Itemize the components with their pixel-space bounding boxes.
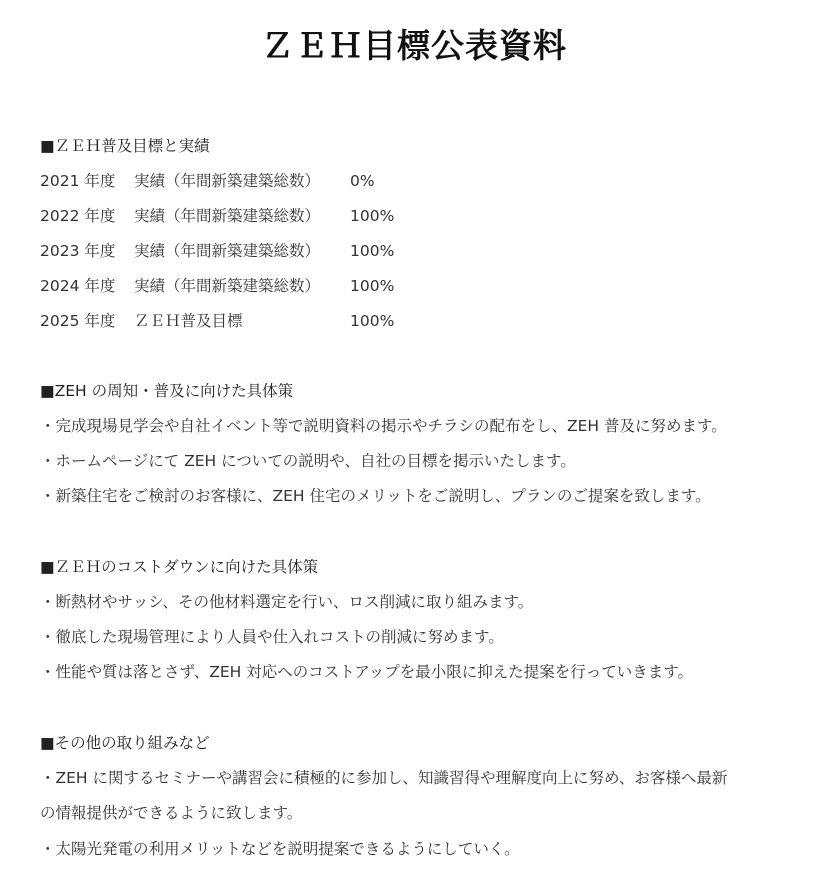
list-item: ・ZEH に関するセミナーや講習会に積極的に参加し、知識習得や理解度向上に努め、お客様へ最新 xyxy=(40,769,728,787)
row-year: 2021 年度 xyxy=(40,172,116,190)
section-heading-promotion: ■ZEH の周知・普及に向けた具体策 xyxy=(40,382,294,400)
list-item-continuation: の情報提供ができるように致します。 xyxy=(40,804,303,822)
row-label: 実績（年間新築建築総数） xyxy=(134,207,321,225)
list-item: ・新築住宅をご検討のお客様に、ZEH 住宅のメリットをご説明し、プランのご提案を致します。 xyxy=(40,487,711,505)
row-value: 0% xyxy=(350,172,375,190)
list-item: ・徹底した現場管理により人員や仕入れコストの削減に努めます。 xyxy=(40,628,504,646)
row-value: 100% xyxy=(350,207,395,225)
row-label: ＺＥＨ普及目標 xyxy=(134,312,243,330)
section-heading-other: ■その他の取り組みなど xyxy=(40,734,210,752)
list-item: ・完成現場見学会や自社イベント等で説明資料の掲示やチラシの配布をし、ZEH 普及に努めます。 xyxy=(40,417,727,435)
section-heading-cost-down: ■ＺＥＨのコストダウンに向けた具体策 xyxy=(40,558,319,576)
row-label: 実績（年間新築建築総数） xyxy=(134,277,321,295)
section-heading-targets: ■ＺＥＨ普及目標と実績 xyxy=(40,137,210,155)
page-title: ＺＥＨ目標公表資料 xyxy=(261,26,567,65)
row-year: 2024 年度 xyxy=(40,277,116,295)
list-item: ・性能や質は落とさず、ZEH 対応へのコストアップを最小限に抑えた提案を行っていきます。 xyxy=(40,663,693,681)
row-value: 100% xyxy=(350,242,395,260)
table-row xyxy=(40,205,460,227)
row-value: 100% xyxy=(350,277,395,295)
row-year: 2023 年度 xyxy=(40,242,116,260)
row-label: 実績（年間新築建築総数） xyxy=(134,242,321,260)
row-year: 2025 年度 xyxy=(40,312,116,330)
row-year: 2022 年度 xyxy=(40,207,116,225)
row-value: 100% xyxy=(350,312,395,330)
list-item: ・ホームページにて ZEH についての説明や、自社の目標を掲示いたします。 xyxy=(40,452,576,470)
table-row xyxy=(40,170,460,192)
table-row xyxy=(40,275,460,297)
table-row xyxy=(40,240,460,262)
list-item: ・太陽光発電の利用メリットなどを説明提案できるようにしていく。 xyxy=(40,840,520,858)
row-label: 実績（年間新築建築総数） xyxy=(134,172,321,190)
table-row xyxy=(40,310,460,332)
list-item: ・断熱材やサッシ、その他材料選定を行い、ロス削減に取り組みます。 xyxy=(40,593,534,611)
